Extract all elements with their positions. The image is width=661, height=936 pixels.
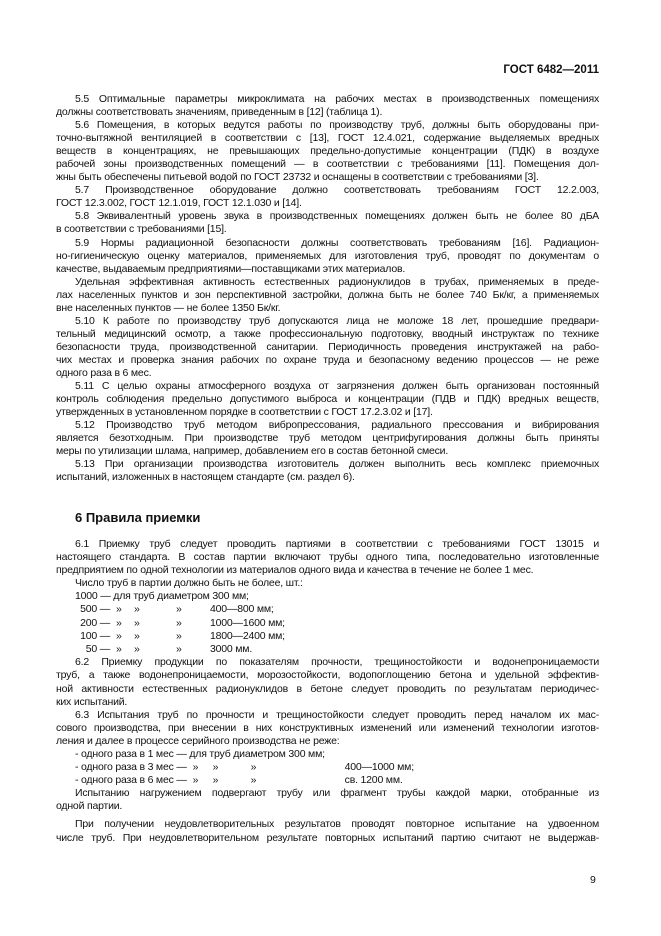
row-value: 3000 мм.	[210, 643, 253, 656]
paragraph-line: точно-вытяжной вентиляцией в соответствии с [13], ГОСТ 12.4.021, содержание выделяемых вредных	[56, 132, 599, 145]
paragraph-line: в соответствии с требованиями [15].	[56, 223, 227, 236]
text-line: Число труб в партии должно быть не более, шт.:	[75, 577, 303, 590]
paragraph-line: Удельная эффективная активность естественных радионуклидов в трубах, применяемых в преде-	[75, 275, 599, 288]
list-row	[56, 643, 599, 656]
row-value: 400—1000 мм;	[344, 760, 414, 773]
list-row	[56, 774, 599, 787]
paragraph-line: 6.1 Приемку труб следует проводить партиями в соответствии с требованиями ГОСТ 13015 и	[75, 538, 599, 550]
paragraph-line: безопасности труда, производственной санитарии. Периодичность проведения инструктажей на рабо-	[56, 340, 599, 353]
paragraph-line: 5.11 С целью охраны атмосферного воздуха от загрязнения должен быть организован постоянный	[75, 380, 599, 393]
paragraph-line: одного раза в 6 мес.	[56, 366, 152, 379]
ditto-mark: »	[176, 629, 182, 642]
paragraph-line: 6.3 Испытания труб по прочности и трещиностойкости следует проводить перед началом их мас-	[75, 708, 599, 721]
row-label: 50 —	[85, 643, 110, 656]
ditto-mark: »	[212, 774, 219, 787]
ditto-mark: »	[116, 616, 122, 629]
paragraph-line: При получении неудовлетворительных результатов проводят повторное испытание на удвоенном	[75, 818, 599, 831]
paragraph-line: тельный медицинский осмотр, а также профессиональную подготовку, вводный инструктаж по технике	[56, 327, 599, 340]
list-row	[56, 617, 599, 630]
paragraph-line: ной активности естественных радионуклидов в бетоне следует проводить по результатам периодичес-	[56, 682, 599, 695]
paragraph-line: меры по утилизации шлама, например, добавлением его в состав бетонной смеси.	[56, 445, 449, 458]
paragraph-line: лах населенных пунктов и зон перспективной застройки, должна быть не более 740 Бк/кг, а применяемых	[56, 288, 599, 301]
section-5-text	[56, 93, 599, 484]
ditto-mark: »	[116, 603, 122, 616]
paragraph-line: сового производства, при внесении в них конструктивных изменений или изменений технологии изготов-	[56, 721, 599, 734]
paragraph-line: 5.8 Эквивалентный уровень звука в производственных помещениях должен быть не более 80 дБА	[75, 210, 599, 223]
ditto-mark: »	[176, 616, 182, 629]
row-value: св. 1200 мм.	[344, 774, 403, 787]
paragraph-line: ких испытаний.	[56, 695, 128, 708]
ditto-mark: »	[212, 760, 219, 773]
document-header: ГОСТ 6482—2011	[503, 64, 599, 76]
text-line: 1000 — для труб диаметром 300 мм;	[75, 590, 249, 603]
ditto-mark: »	[116, 643, 122, 656]
paragraph-line: 5.12 Производство труб методом вибропрессования, радиального прессования и вибрирования	[75, 419, 599, 432]
paragraph-line: одной партии.	[56, 800, 123, 813]
list-row	[56, 603, 599, 616]
paragraph-line: 5.5 Оптимальные параметры микроклимата на рабочих местах в производственных помещениях	[75, 93, 599, 105]
paragraph-line: рабочей зоны производственных помещений — в соответствии с требованиями [11]. Помещения дол-	[56, 158, 599, 171]
ditto-mark: »	[134, 629, 140, 642]
paragraph-line: качестве, выдаваемым предприятиями—поставщиками этих материалов.	[56, 262, 406, 275]
paragraph-line: жны быть обеспечены питьевой водой по ГОСТ 23732 и оснащены в соответствии с требованиями [3].	[56, 171, 539, 184]
paragraph-line: 5.13 При организации производства изготовитель должен выполнить весь комплекс приемочных	[75, 458, 599, 471]
paragraph-line: числе труб. При неудовлетворительном результате повторных испытаний партию считают не выдержав-	[56, 831, 599, 844]
paragraph-line: вне населенных пунктов — не более 1350 Бк/кг.	[56, 301, 281, 314]
paragraph-line: ГОСТ 12.3.002, ГОСТ 12.1.019, ГОСТ 12.1.030 и [14].	[56, 197, 302, 210]
row-label: 100 —	[80, 629, 110, 642]
text-line: - одного раза в 1 мес — для труб диаметром 300 мм;	[75, 747, 325, 760]
paragraph-line: 5.6 Помещения, в которых ведутся работы по производству труб, должны быть оборудованы при-	[75, 119, 599, 132]
row-label: 500 —	[80, 603, 110, 616]
paragraph-line: является безотходным. При производстве труб методом центрифугирования должны быть приняты	[56, 432, 599, 445]
paragraph-line: Испытанию нагружением подвергают трубу или фрагмент трубы каждой марки, отобранные из	[75, 787, 599, 800]
paragraph-line: предприятием по одной технологии из материалов одного вида и качества в течение не более 1 мес.	[56, 564, 534, 577]
ditto-mark: »	[134, 643, 140, 656]
row-label: 200 —	[80, 616, 110, 629]
page-number: 9	[590, 874, 596, 886]
row-value: 1800—2400 мм;	[210, 629, 285, 642]
paragraph-line: 5.10 К работе по производству труб допускаются лица не моложе 18 лет, прошедшие предвари-	[75, 314, 599, 327]
ditto-mark: »	[176, 603, 182, 616]
paragraph-line: 5.9 Нормы радиационной безопасности должны соответствовать требованиям [16]. Радиацион-	[75, 236, 599, 249]
row-label: - одного раза в 3 мес —	[75, 760, 187, 773]
list-row	[56, 630, 599, 643]
paragraph-line: контроль соблюдения предельно допустимого выброса и концентрации (ПДВ и ПДК) вредных веществ,	[56, 393, 599, 406]
paragraph-line: веществ в концентрациях, не превышающих предельно-допустимые концентрации (ПДК) в воздухе	[56, 145, 599, 158]
section-6-heading: 6 Правила приемки	[75, 510, 201, 525]
row-value: 400—800 мм;	[210, 603, 274, 616]
paragraph-line: труб, а также водонепроницаемости, морозостойкости, водопоглощению бетона и удельной эффектив-	[56, 669, 599, 682]
row-value: 1000—1600 мм;	[210, 616, 285, 629]
ditto-mark: »	[134, 616, 140, 629]
section-6-text	[56, 538, 599, 845]
ditto-mark: »	[250, 774, 257, 787]
paragraph-line: утвержденных в установленном порядке в соответствии с ГОСТ 17.2.3.02 и [17].	[56, 406, 433, 419]
row-label: - одного раза в 6 мес —	[75, 774, 187, 787]
paragraph-line: должны соответствовать значениям, приведенным в [12] (таблица 1).	[56, 106, 383, 119]
paragraph-line: испытаний, изложенных в настоящем стандарте (см. раздел 6).	[56, 471, 355, 484]
paragraph-line: настоящего стандарта. В состав партии включают трубы одного типа, последовательно изготовленные	[56, 551, 599, 564]
paragraph-line: чих местах и проверка знания рабочих по охране труда и безопасному ведению процессов — не реже	[56, 353, 599, 366]
ditto-mark: »	[192, 760, 199, 773]
ditto-mark: »	[250, 760, 257, 773]
paragraph-line: 6.2 Приемку продукции по показателям прочности, трещиностойкости и водонепроницаемости	[75, 656, 599, 669]
ditto-mark: »	[116, 629, 122, 642]
ditto-mark: »	[192, 774, 199, 787]
ditto-mark: »	[134, 603, 140, 616]
paragraph-line: но-гигиеническую оценку материалов, применяемых для изготовления труб, проводят по документам о	[56, 249, 599, 262]
ditto-mark: »	[176, 643, 182, 656]
list-row	[56, 761, 599, 774]
paragraph-line: ления и далее в процессе серийного производства не реже:	[56, 734, 340, 747]
paragraph-line: 5.7 Производственное оборудование должно соответствовать требованиям ГОСТ 12.2.003,	[75, 184, 599, 197]
